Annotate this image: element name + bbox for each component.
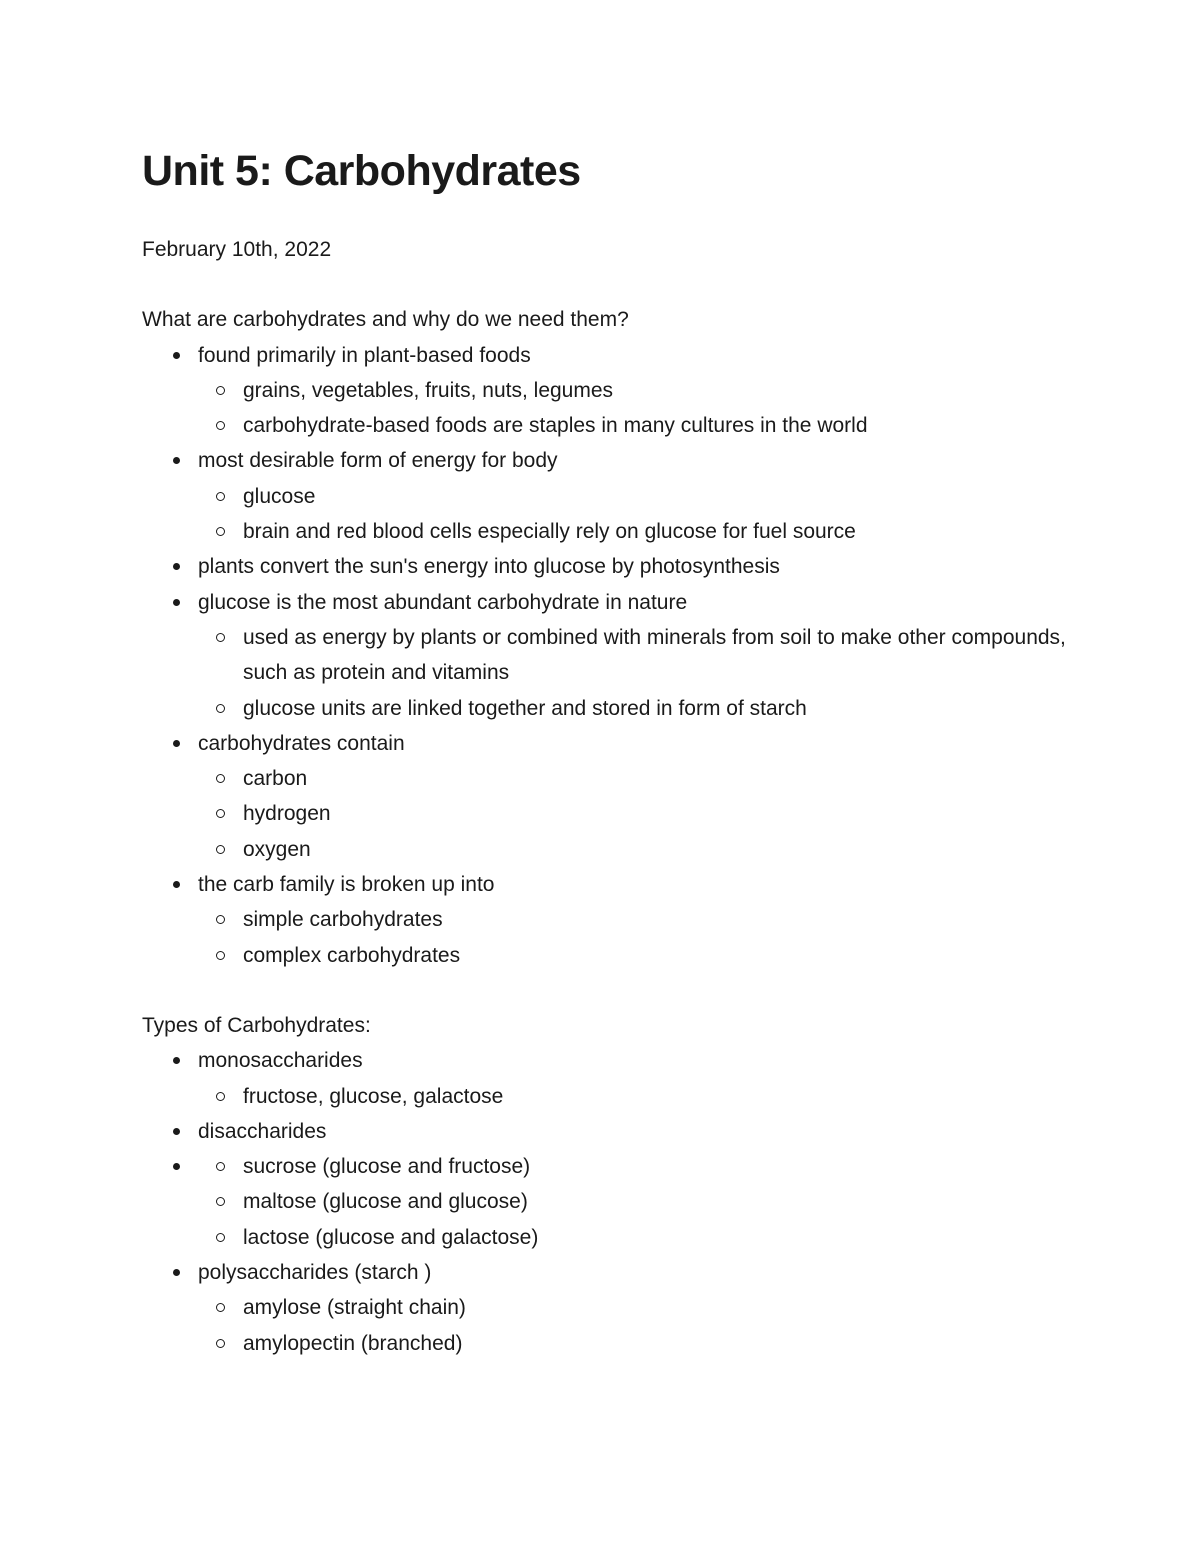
sub-list-item-text: carbon xyxy=(243,767,308,791)
sub-list-item-text: hydrogen xyxy=(243,802,331,826)
sub-list-item-text: oxygen xyxy=(243,837,311,861)
list-item xyxy=(142,585,1102,726)
filled-bullet-icon xyxy=(173,352,180,359)
sub-list-item xyxy=(142,761,1102,796)
sub-list-item-text: carbohydrate-based foods are staples in many cultures in the world xyxy=(243,414,868,438)
sub-list-item-text: maltose (glucose and glucose) xyxy=(243,1190,528,1214)
sub-bullet-list xyxy=(142,479,1102,550)
list-item-text: most desirable form of energy for body xyxy=(198,449,558,473)
list-item xyxy=(142,1255,1102,1361)
sub-list-item-text: used as energy by plants or combined with minerals from soil to make other compounds, such as protein and vitamins xyxy=(243,625,1066,685)
sub-bullet-list xyxy=(142,902,1102,973)
hollow-bullet-icon xyxy=(216,1303,225,1312)
sub-list-item xyxy=(142,832,1102,867)
hollow-bullet-icon xyxy=(216,951,225,960)
list-item-text: glucose is the most abundant carbohydrate in nature xyxy=(198,590,688,614)
hollow-bullet-icon xyxy=(216,1092,225,1101)
hollow-bullet-icon xyxy=(216,1197,225,1206)
sub-list-item xyxy=(142,620,1102,691)
sub-list-item-text: brain and red blood cells especially rely on glucose for fuel source xyxy=(243,520,856,544)
sub-list-item-text: grains, vegetables, fruits, nuts, legumes xyxy=(243,378,614,402)
filled-bullet-icon xyxy=(173,1057,180,1064)
sub-list-item-text: sucrose (glucose and fructose) xyxy=(243,1155,531,1179)
note-section xyxy=(142,302,1102,973)
sub-list-item xyxy=(142,691,1102,726)
hollow-bullet-icon xyxy=(216,915,225,924)
sub-bullet-list xyxy=(142,1079,1102,1114)
list-item xyxy=(142,1149,1102,1255)
list-item xyxy=(142,1114,1102,1149)
sub-bullet-list xyxy=(142,373,1102,444)
sub-list-item xyxy=(142,1290,1102,1325)
note-date: February 10th, 2022 xyxy=(142,238,332,261)
list-item-text: polysaccharides (starch ) xyxy=(198,1261,432,1285)
hollow-bullet-icon xyxy=(216,1339,225,1348)
list-item-text: disaccharides xyxy=(198,1119,327,1143)
filled-bullet-icon xyxy=(173,599,180,606)
section-heading: What are carbohydrates and why do we need them? xyxy=(142,308,629,332)
note-section xyxy=(142,1008,1102,1361)
sub-list-item xyxy=(142,479,1102,514)
bullet-list xyxy=(142,1043,1102,1361)
hollow-bullet-icon xyxy=(216,421,225,430)
list-item xyxy=(142,1043,1102,1114)
hollow-bullet-icon xyxy=(216,492,225,501)
list-item xyxy=(142,726,1102,867)
hollow-bullet-icon xyxy=(216,704,225,713)
hollow-bullet-icon xyxy=(216,1162,225,1171)
sub-list-item xyxy=(142,902,1102,937)
filled-bullet-icon xyxy=(173,740,180,747)
bullet-list xyxy=(142,338,1102,973)
sub-list-item-text: glucose units are linked together and stored in form of starch xyxy=(243,696,807,720)
list-item-text: carbohydrates contain xyxy=(198,731,405,755)
list-item-text: the carb family is broken up into xyxy=(198,873,495,897)
sub-list-item-text: amylopectin (branched) xyxy=(243,1331,463,1355)
sub-bullet-list xyxy=(142,761,1102,867)
filled-bullet-icon xyxy=(173,881,180,888)
section-heading: Types of Carbohydrates: xyxy=(142,1013,371,1037)
list-item-text: monosaccharides xyxy=(198,1049,363,1073)
sub-list-item xyxy=(142,938,1102,973)
sub-list-item xyxy=(142,1079,1102,1114)
filled-bullet-icon xyxy=(173,563,180,570)
hollow-bullet-icon xyxy=(216,386,225,395)
sub-list-item-text: fructose, glucose, galactose xyxy=(243,1084,504,1108)
hollow-bullet-icon xyxy=(216,633,225,642)
sub-list-item-text: complex carbohydrates xyxy=(243,943,461,967)
sub-list-item xyxy=(142,1184,1102,1219)
hollow-bullet-icon xyxy=(216,809,225,818)
sub-list-item-text: lactose (glucose and galactose) xyxy=(243,1225,539,1249)
sub-list-item-text: simple carbohydrates xyxy=(243,908,443,932)
filled-bullet-icon xyxy=(173,457,180,464)
hollow-bullet-icon xyxy=(216,774,225,783)
note-sections xyxy=(142,302,1102,1361)
list-item xyxy=(142,338,1102,444)
sub-list-item xyxy=(142,796,1102,831)
list-item-text: found primarily in plant-based foods xyxy=(198,343,531,367)
sub-list-item xyxy=(142,1149,1102,1184)
hollow-bullet-icon xyxy=(216,527,225,536)
page-title: Unit 5: Carbohydrates xyxy=(142,147,581,195)
sub-list-item xyxy=(142,408,1102,443)
list-item xyxy=(142,549,1102,584)
sub-list-item xyxy=(142,1220,1102,1255)
sub-bullet-list xyxy=(142,620,1102,726)
hollow-bullet-icon xyxy=(216,845,225,854)
sub-list-item xyxy=(142,514,1102,549)
document-page xyxy=(142,140,1102,1361)
filled-bullet-icon xyxy=(173,1128,180,1135)
sub-bullet-list xyxy=(142,1149,1102,1255)
sub-list-item-text: amylose (straight chain) xyxy=(243,1296,466,1320)
list-item xyxy=(142,867,1102,973)
sub-list-item-text: glucose xyxy=(243,484,316,508)
hollow-bullet-icon xyxy=(216,1233,225,1242)
list-item xyxy=(142,443,1102,549)
sub-list-item xyxy=(142,1326,1102,1361)
sub-list-item xyxy=(142,373,1102,408)
sub-bullet-list xyxy=(142,1290,1102,1361)
filled-bullet-icon xyxy=(173,1269,180,1276)
list-item-text: plants convert the sun's energy into glucose by photosynthesis xyxy=(198,555,780,579)
